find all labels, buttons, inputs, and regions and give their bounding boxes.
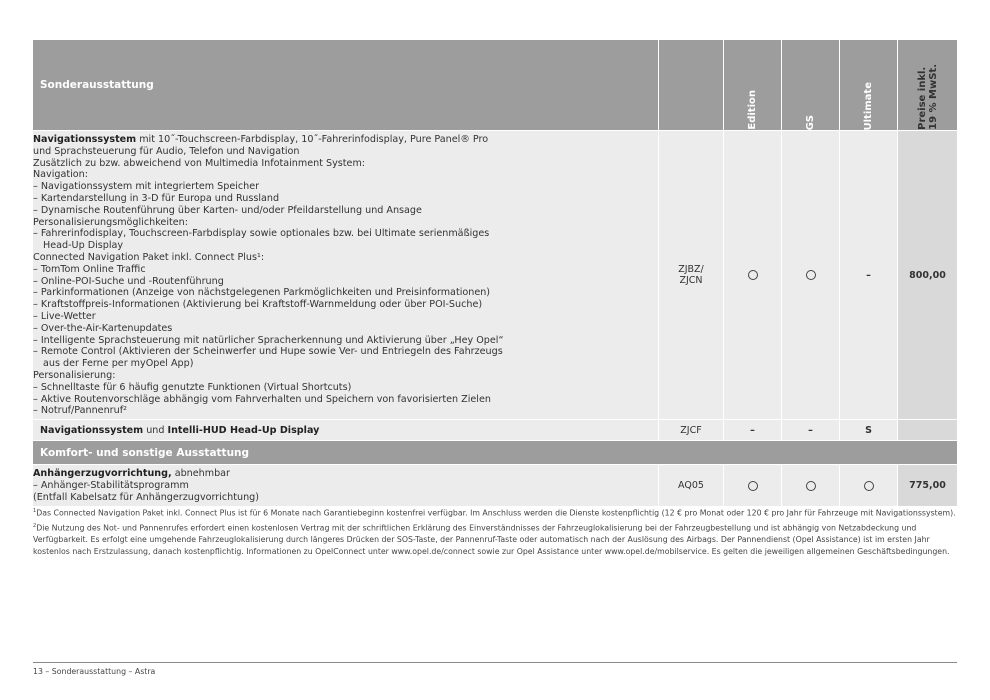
header-code (659, 40, 724, 130)
option-code: ZJBZ/ ZJCN (659, 131, 724, 419)
description-line: und Sprachsteuerung für Audio, Telefon und Navigation (33, 145, 300, 157)
description-line: aus der Ferne per myOpel App) (43, 358, 194, 370)
table-header (33, 40, 957, 131)
ultimate-value (840, 465, 898, 506)
table-row (33, 465, 957, 507)
price: 800,00 (898, 131, 957, 419)
description-line: Navigation: (33, 169, 88, 181)
description-line: – Live-Wetter (33, 310, 96, 322)
price (898, 420, 957, 440)
option-code: ZJCF (659, 420, 724, 440)
description-line: – Intelligente Sprachsteuerung mit natürlicher Spracherkennung und Aktivierung über „Hey Opel“ (33, 334, 504, 346)
description-line: – Fahrerinfodisplay, Touchscreen-Farbdisplay sowie optionales bzw. bei Ultimate serienmäßiges (33, 228, 490, 240)
description-line: Zusätzlich zu bzw. abweichend von Multimedia Infotainment System: (33, 157, 366, 169)
row-description: Navigationssystem und Intelli-HUD Head-Up Display (33, 420, 659, 440)
gs-value (782, 465, 840, 506)
description-line: – Navigationssystem mit integriertem Speicher (33, 181, 260, 193)
ultimate-value: – (840, 131, 898, 419)
header-price: Preise inkl. 19 % MwSt. (916, 64, 939, 130)
description-line: – Remote Control (Aktivieren der Scheinwerfer und Hupe sowie Ver- und Entriegeln des Fahrzeugs (33, 346, 503, 358)
footnote-2: $^2$Die Nutzung des Not- und Pannenrufes erfordert einen kostenlosen Vertrag mit der schriftlichen Erklärung des Einverständnisses der Fahrzeuglokalisierung bei der Fahrzeugbestellung und ist abhängig von Netzabdeckung und Verfügbarkeit. Es erfolgt eine umgehende Fahrzeuglokalisierung durch längeres Drücken der SOS-Taste, der Pannenruf-Taste oder automatisch nach der Auslösung des Airbags. Der Pannendienst (Opel Assistance) ist im ersten Jahr kostenlos nach Erstzulassung, danach kostenpflichtig. Informationen zu OpelConnect unter www.opel.de/connect sowie zur Opel Assistance unter www.opel.de/mobilservice. Es gelten die jeweiligen allgemeinen Geschäftsbedingungen. (33, 522, 950, 557)
price: 775,00 (898, 465, 957, 506)
description-line: – TomTom Online Traffic (33, 263, 146, 275)
section-header: Komfort- und sonstige Ausstattung (33, 441, 957, 465)
gs-value (782, 131, 840, 419)
description-line: Connected Navigation Paket inkl. Connect Plus¹: (33, 251, 265, 263)
row-description: Anhängerzugvorrichtung, abnehmbar – Anhänger-Stabilitätsprogramm (Entfall Kabelsatz für Anhängerzugvorrichtung) (33, 465, 659, 506)
header-ultimate: Ultimate (863, 81, 874, 130)
description-line: – Kraftstoffpreis-Informationen (Aktivierung bei Kraftstoff-Warnmeldung oder über POI-Suche) (33, 299, 483, 311)
description-line: – Notruf/Pannenruf² (33, 405, 127, 417)
edition-value (724, 465, 782, 506)
equipment-table (33, 40, 957, 507)
option-code: AQ05 (659, 465, 724, 506)
description-line: – Online-POI-Suche und -Routenführung (33, 275, 224, 287)
ultimate-value: S (840, 420, 898, 440)
row-description: Navigationssystem mit 10˝-Touchscreen-Farbdisplay, 10˝-Fahrerinfodisplay, Pure Panel® Pro und Sprachsteuerung für Audio, Telefon und Navigation Zusätzlich zu bzw. abweichend von Multimedia Infotainment System: Navigation: – Navigationssystem mit integriertem Speicher – Kartendarstellung in 3-D für Europa und Russland – Dynamische Routenführung über Karten- und/oder Pfeildarstellung und Ansage Personalisierungsmöglichkeiten: – Fahrerinfodisplay, Touchscreen-Farbdisplay sowie optionales bzw. bei Ultimate serienmäßiges Head-Up Display Connected Navigation Paket inkl. Connect Plus¹: – TomTom Online Traffic – Online-POI-Suche und -Routenführung – Parkinformationen (Anzeige von nächstgelegenen Parkmöglichkeiten und Preisinformationen) – Kraftstoffpreis-Informationen (Aktivierung bei Kraftstoff-Warnmeldung oder über POI-Suche) – Live-Wetter – Over-the-Air-Kartenupdates – Intelligente Sprachsteuerung mit natürlicher Spracherkennung und Aktivierung über „Hey Opel“ – Remote Control (Aktivieren der Scheinwerfer und Hupe sowie Ver- und Entriegeln des Fahrzeugs aus der Ferne per myOpel App) Personalisierung: – Schnelltaste für 6 häufig genutzte Funktionen (Virtual Shortcuts) – Aktive Routenvorschläge abhängig vom Fahrverhalten und Speichern von favorisierten Zielen – Notruf/Pannenruf² (33, 131, 659, 419)
header-edition: Edition (747, 90, 758, 130)
page-footer: 13 – Sonderausstattung – Astra (33, 662, 957, 676)
description-line: – Schnelltaste für 6 häufig genutzte Funktionen (Virtual Shortcuts) (33, 381, 352, 393)
edition-value: – (724, 420, 782, 440)
table-row (33, 131, 957, 420)
edition-value (724, 131, 782, 419)
description-line: – Kartendarstellung in 3-D für Europa und Russland (33, 192, 280, 204)
description-line: – Over-the-Air-Kartenupdates (33, 322, 173, 334)
header-gs: GS (805, 114, 816, 130)
table-row (33, 420, 957, 441)
gs-value: – (782, 420, 840, 440)
description-line: – Aktive Routenvorschläge abhängig vom Fahrverhalten und Speichern von favorisierten Zielen (33, 393, 491, 405)
description-line: Personalisierungsmöglichkeiten: (33, 216, 188, 228)
header-title: Sonderausstattung (33, 40, 659, 130)
description-line: – Parkinformationen (Anzeige von nächstgelegenen Parkmöglichkeiten und Preisinformationen) (33, 287, 491, 299)
description-line: – Dynamische Routenführung über Karten- und/oder Pfeildarstellung und Ansage (33, 204, 422, 216)
description-line: Personalisierung: (33, 369, 116, 381)
footnote-1: $^1$Das Connected Navigation Paket inkl. Connect Plus ist für 6 Monate nach Garantiebeginn kostenfrei verfügbar. Im Anschluss werden die Dienste kostenpflichtig (12 € pro Monat oder 120 € pro Jahr für Fahrzeuge mit Navigationssystem). (33, 508, 956, 518)
description-line: Head-Up Display (43, 240, 124, 252)
footnotes (33, 505, 957, 558)
